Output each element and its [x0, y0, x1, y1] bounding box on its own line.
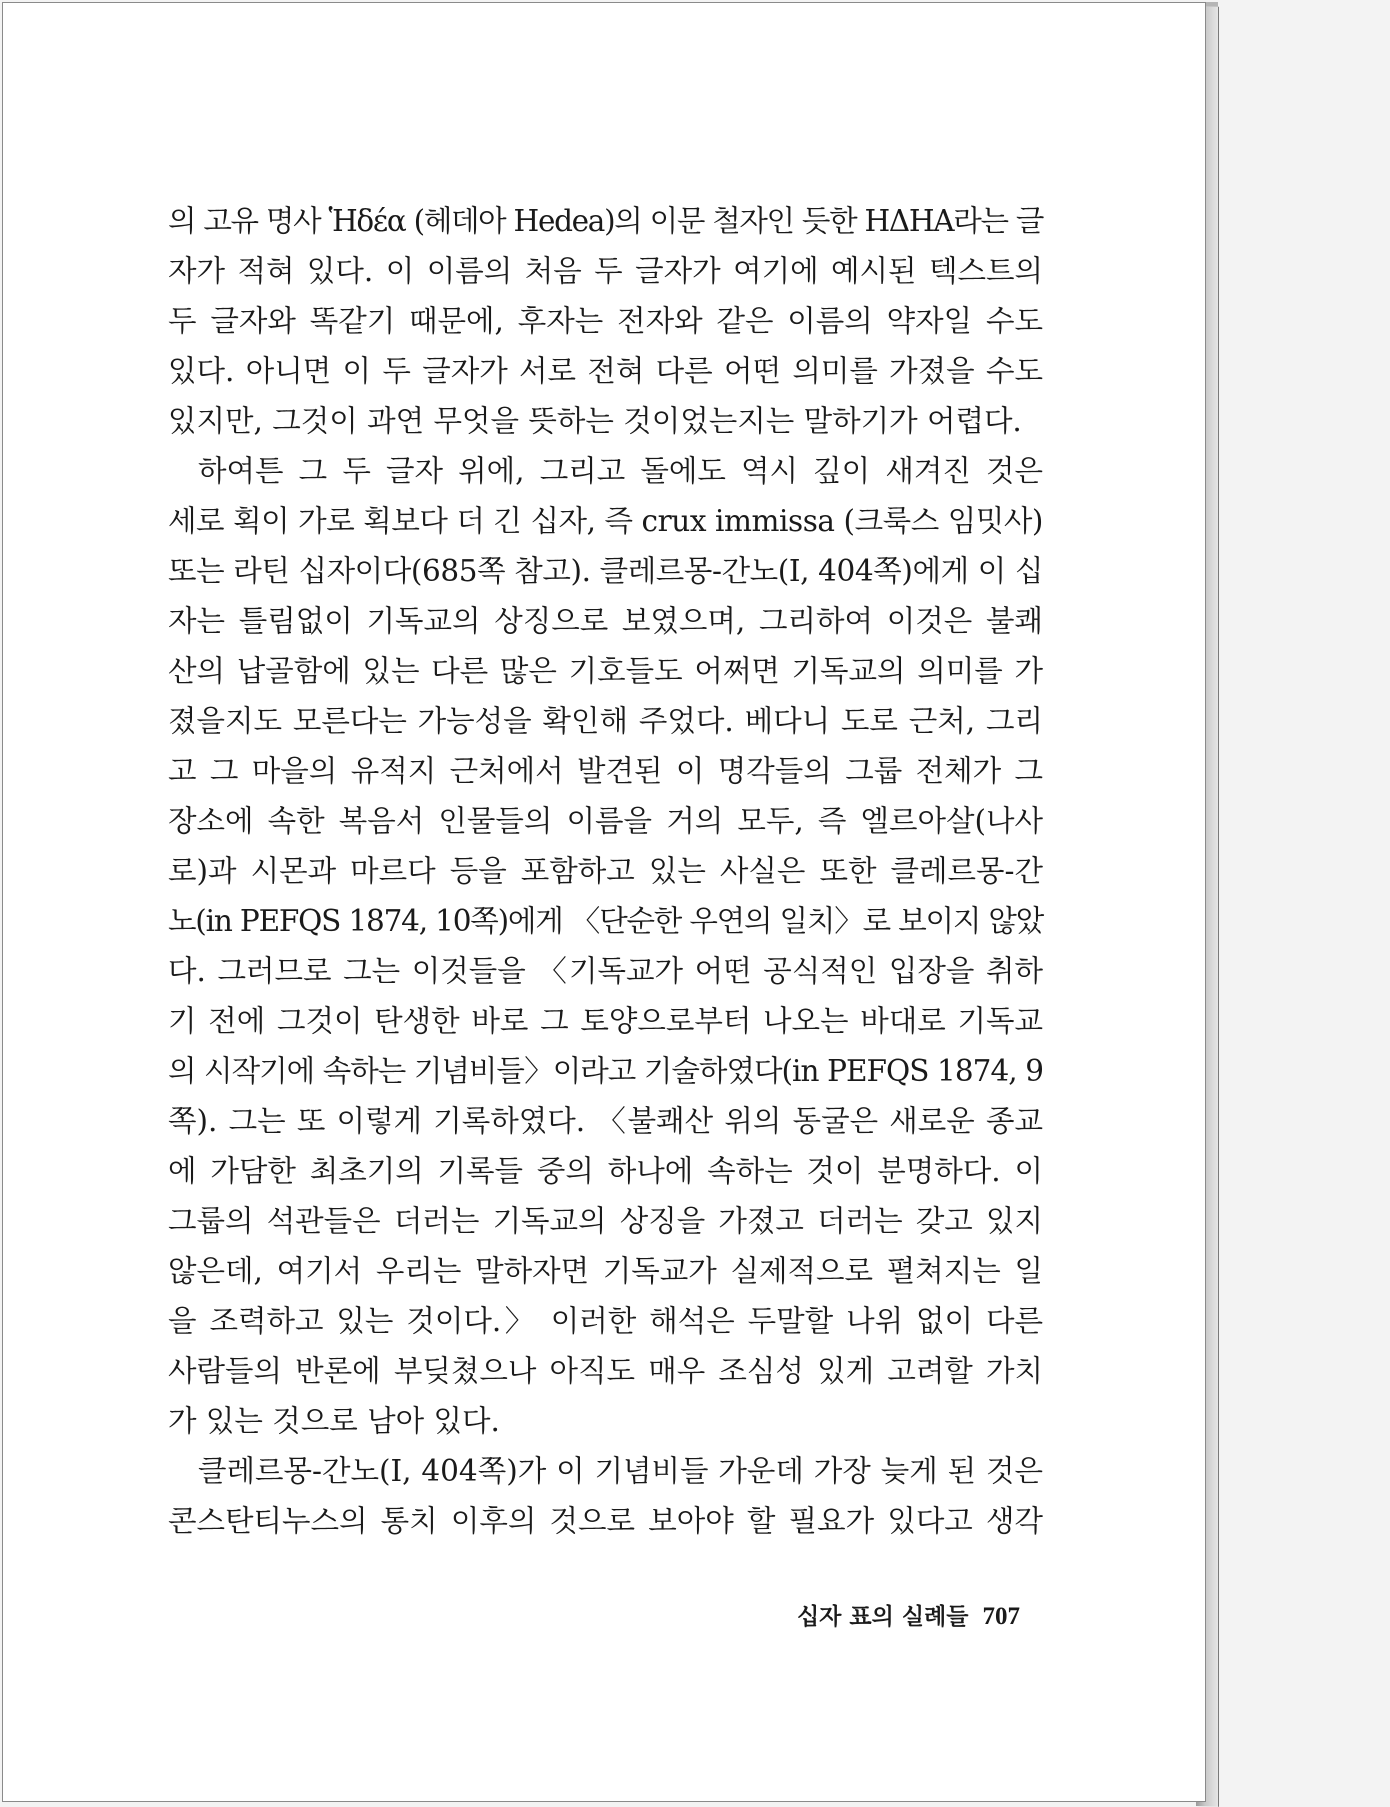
text-line: 가 있는 것으로 남아 있다.	[168, 1404, 500, 1438]
text-line: 세로 획이 가로 획보다 더 긴 십자, 즉 crux immissa (크룩스 임밋사)	[168, 504, 1043, 538]
text-line: 산의 납골함에 있는 다른 많은 기호들도 어쩌면 기독교의 의미를 가	[168, 654, 1043, 688]
text-line: 장소에 속한 복음서 인물들의 이름을 거의 모두, 즉 엘르아살(나사	[168, 804, 1043, 838]
running-title: 십자 표의 실례들	[796, 1604, 969, 1630]
text-line: 또는 라틴 십자이다(685쪽 참고). 클레르몽-간노(I, 404쪽)에게 이 십	[168, 554, 1043, 588]
page-number: 707	[982, 1603, 1020, 1630]
text-line: 기 전에 그것이 탄생한 바로 그 토양으로부터 나오는 바대로 기독교	[168, 1004, 1043, 1038]
text-line: 않은데, 여기서 우리는 말하자면 기독교가 실제적으로 펼쳐지는 일	[168, 1254, 1043, 1288]
text-line: 의 시작기에 속하는 기념비들〉이라고 기술하였다(in PEFQS 1874, 9	[168, 1054, 1043, 1088]
text-line: 자가 적혀 있다. 이 이름의 처음 두 글자가 여기에 예시된 텍스트의	[168, 254, 1043, 288]
text-line: 을 조력하고 있는 것이다.〉 이러한 해석은 두말할 나위 없이 다른	[168, 1304, 1043, 1338]
text-line: 두 글자와 똑같기 때문에, 후자는 전자와 같은 이름의 약자일 수도	[168, 304, 1043, 338]
text-line: 의 고유 명사 Ἡδέα (헤데아 Hedea)의 이문 철자인 듯한 ΗΔΗΑ라는 글	[168, 204, 1043, 238]
text-line: 하여튼 그 두 글자 위에, 그리고 돌에도 역시 깊이 새겨진 것은	[198, 454, 1043, 488]
text-line: 다. 그러므로 그는 이것들을 〈기독교가 어떤 공식적인 입장을 취하	[168, 954, 1043, 988]
text-line: 있지만, 그것이 과연 무엇을 뜻하는 것이었는지는 말하기가 어렵다.	[168, 404, 1022, 438]
text-line: 고 그 마을의 유적지 근처에서 발견된 이 명각들의 그룹 전체가 그	[168, 754, 1043, 788]
text-line: 콘스탄티누스의 통치 이후의 것으로 보아야 할 필요가 있다고 생각	[168, 1504, 1043, 1538]
text-line: 있다. 아니면 이 두 글자가 서로 전혀 다른 어떤 의미를 가졌을 수도	[168, 354, 1043, 388]
body-text	[168, 196, 1043, 1546]
text-line: 쪽). 그는 또 이렇게 기록하였다. 〈불쾌산 위의 동굴은 새로운 종교	[168, 1104, 1043, 1138]
page-footer	[780, 1598, 1020, 1631]
text-line: 로)과 시몬과 마르다 등을 포함하고 있는 사실은 또한 클레르몽-간	[168, 854, 1043, 888]
text-line: 사람들의 반론에 부딪쳤으나 아직도 매우 조심성 있게 고려할 가치	[168, 1354, 1043, 1388]
text-line: 에 가담한 최초기의 기록들 중의 하나에 속하는 것이 분명하다. 이	[168, 1154, 1043, 1188]
text-line: 자는 틀림없이 기독교의 상징으로 보였으며, 그리하여 이것은 불쾌	[168, 604, 1043, 638]
text-line: 그룹의 석관들은 더러는 기독교의 상징을 가졌고 더러는 갖고 있지	[168, 1204, 1043, 1238]
text-line: 노(in PEFQS 1874, 10쪽)에게 〈단순한 우연의 일치〉로 보이지 않았	[168, 904, 1043, 938]
text-line: 클레르몽-간노(I, 404쪽)가 이 기념비들 가운데 가장 늦게 된 것은	[198, 1454, 1043, 1488]
text-line: 졌을지도 모른다는 가능성을 확인해 주었다. 베다니 도로 근처, 그리	[168, 704, 1043, 738]
